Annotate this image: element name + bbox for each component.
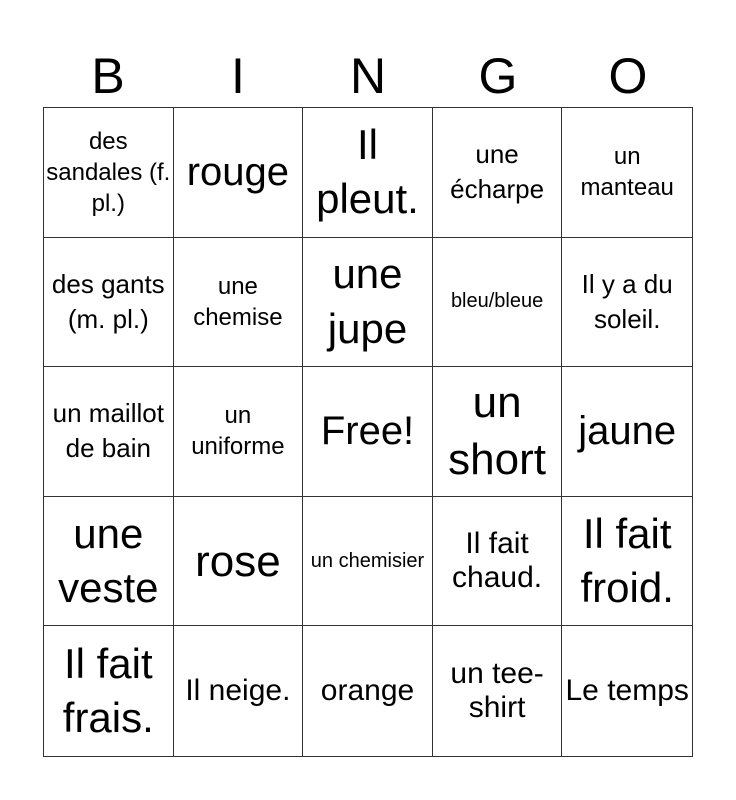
bingo-cell[interactable]: un short: [433, 367, 563, 497]
free-space-cell[interactable]: Free!: [303, 367, 433, 497]
header-letter-i: I: [231, 48, 245, 104]
bingo-cell[interactable]: des gants (m. pl.): [44, 238, 174, 368]
bingo-cell[interactable]: rouge: [174, 108, 304, 238]
bingo-cell[interactable]: une écharpe: [433, 108, 563, 238]
bingo-cell[interactable]: des sandales (f. pl.): [44, 108, 174, 238]
bingo-cell[interactable]: une jupe: [303, 238, 433, 368]
bingo-cell[interactable]: Le temps: [565, 673, 689, 707]
bingo-cell[interactable]: Il fait frais.: [44, 626, 174, 756]
header-letter-g: G: [478, 48, 518, 104]
bingo-cell[interactable]: Il neige.: [174, 626, 304, 756]
bingo-cell[interactable]: une veste: [44, 497, 174, 627]
bingo-cell[interactable]: un tee-shirt: [433, 626, 563, 756]
bingo-cell[interactable]: Il y a du soleil.: [562, 238, 692, 368]
bingo-cell[interactable]: Il fait chaud.: [433, 497, 563, 627]
bingo-cell[interactable]: un uniforme: [174, 367, 304, 497]
bingo-cell[interactable]: jaune: [562, 367, 692, 497]
bingo-grid: [43, 107, 693, 757]
bingo-cell[interactable]: orange: [303, 626, 433, 756]
bingo-cell[interactable]: bleu/bleue: [433, 238, 563, 368]
bingo-cell[interactable]: une chemise: [174, 238, 304, 368]
bingo-cell[interactable]: Il fait froid.: [562, 497, 692, 627]
bingo-cell[interactable]: rose: [174, 497, 304, 627]
bingo-cell[interactable]: un maillot de bain: [44, 367, 174, 497]
header-letter-n: N: [349, 48, 387, 104]
bingo-cell[interactable]: Il pleut.: [303, 108, 433, 238]
bingo-header: [43, 46, 693, 106]
bingo-cell[interactable]: un manteau: [562, 108, 692, 238]
header-letter-b: B: [91, 48, 125, 104]
bingo-cell[interactable]: un chemisier: [303, 497, 433, 627]
header-letter-o: O: [608, 48, 648, 104]
